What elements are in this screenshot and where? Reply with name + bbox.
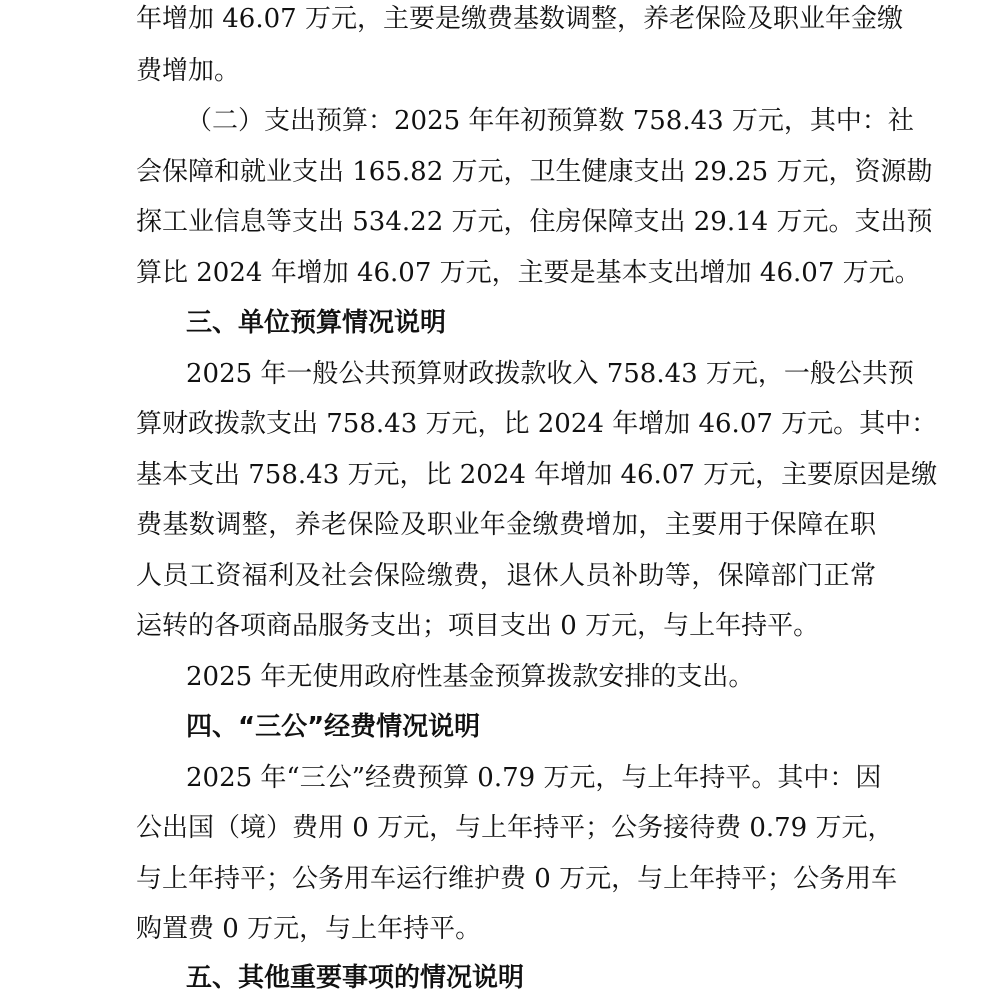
text-line: 费基数调整，养老保险及职业年金缴费增加，主要用于保障在职 — [136, 510, 876, 540]
text-line: 年增加 46.07 万元，主要是缴费基数调整，养老保险及职业年金缴 — [136, 4, 903, 34]
text-line: 费增加。 — [136, 56, 241, 86]
section-heading-4: 四、“三公”经费情况说明 — [186, 712, 481, 742]
text-line: 人员工资福利及社会保险缴费，退休人员补助等，保障部门正常 — [136, 561, 876, 591]
text-line: 购置费 0 万元，与上年持平。 — [136, 914, 482, 944]
text-line: 公出国（境）费用 0 万元，与上年持平；公务接待费 0.79 万元， — [136, 813, 894, 843]
section-heading-3: 三、单位预算情况说明 — [186, 308, 447, 338]
text-line: 算财政拨款支出 758.43 万元，比 2024 年增加 46.07 万元。其中： — [136, 409, 938, 439]
text-line: 运转的各项商品服务支出；项目支出 0 万元，与上年持平。 — [136, 611, 820, 641]
text-line: 2025 年无使用政府性基金预算拨款安排的支出。 — [186, 662, 755, 692]
text-line: 与上年持平；公务用车运行维护费 0 万元，与上年持平；公务用车 — [136, 864, 898, 894]
text-line: 会保障和就业支出 165.82 万元，卫生健康支出 29.25 万元，资源勘 — [136, 157, 933, 187]
text-line: 2025 年“三公”经费预算 0.79 万元，与上年持平。其中：因 — [186, 763, 882, 793]
text-line: 探工业信息等支出 534.22 万元，住房保障支出 29.14 万元。支出预 — [136, 207, 933, 237]
text-line: 算比 2024 年增加 46.07 万元，主要是基本支出增加 46.07 万元。 — [136, 258, 921, 288]
section-heading-5: 五、其他重要事项的情况说明 — [186, 963, 525, 993]
text-line: （二）支出预算：2025 年年初预算数 758.43 万元，其中：社 — [186, 106, 914, 136]
text-line: 2025 年一般公共预算财政拨款收入 758.43 万元，一般公共预 — [186, 359, 914, 389]
text-line: 基本支出 758.43 万元，比 2024 年增加 46.07 万元，主要原因是缴 — [136, 460, 938, 490]
